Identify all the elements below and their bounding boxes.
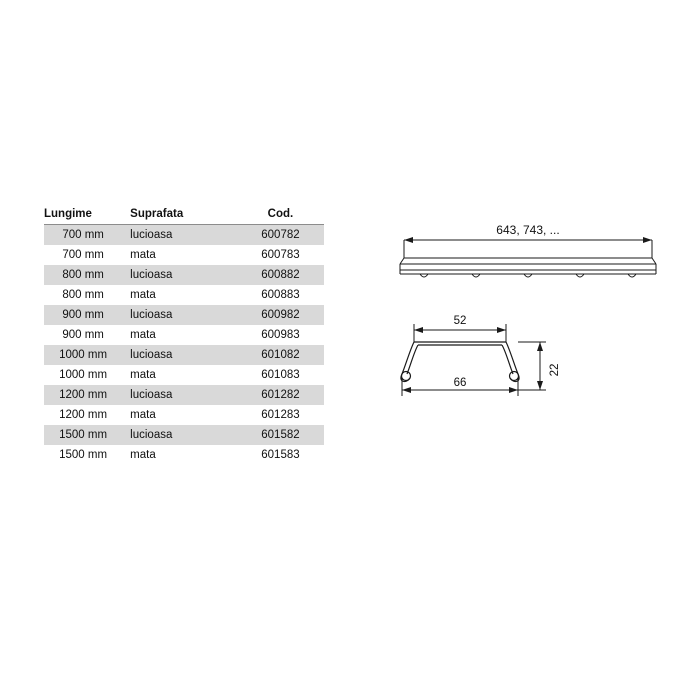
cell-code: 601282 xyxy=(237,385,324,405)
cell-surface: lucioasa xyxy=(122,385,237,405)
arrow-right-icon xyxy=(509,387,518,393)
column-header-length: Lungime xyxy=(44,206,122,225)
cell-length: 1200 mm xyxy=(59,409,108,421)
table-row xyxy=(44,365,324,385)
table-row xyxy=(44,245,324,265)
grate-profile xyxy=(400,258,656,274)
arrow-left-icon xyxy=(404,237,413,243)
cell-code: 601583 xyxy=(261,449,300,461)
cell-code: 601083 xyxy=(261,369,300,381)
arrow-right-icon xyxy=(497,327,506,333)
arrow-up-icon xyxy=(537,342,543,351)
cell-code: 601582 xyxy=(237,425,324,445)
cell-code: 600982 xyxy=(237,305,324,325)
cell-length: 1500 mm xyxy=(59,449,108,461)
table-row xyxy=(44,345,324,365)
top-view-length-label: 643, 743, ... xyxy=(496,223,560,237)
cell-length: 1000 mm xyxy=(59,369,108,381)
top-width-label: 52 xyxy=(453,315,467,327)
cell-code: 600882 xyxy=(237,265,324,285)
cell-length: 1000 mm xyxy=(44,345,122,365)
channel-profile xyxy=(401,342,519,381)
arrow-left-icon xyxy=(414,327,423,333)
height-label: 22 xyxy=(549,363,561,377)
table-row xyxy=(44,325,324,345)
table-header xyxy=(44,206,324,225)
cell-surface: lucioasa xyxy=(122,305,237,325)
column-header-code: Cod. xyxy=(237,206,324,225)
table-row xyxy=(44,285,324,305)
table-row xyxy=(44,265,324,285)
cell-length: 800 mm xyxy=(44,265,122,285)
cell-length: 700 mm xyxy=(62,249,104,261)
cell-surface: lucioasa xyxy=(122,225,237,246)
table-row xyxy=(44,305,324,325)
bottom-width-label: 66 xyxy=(453,377,467,389)
cell-surface: mata xyxy=(130,289,156,301)
cell-surface: mata xyxy=(130,249,156,261)
cell-code: 600883 xyxy=(261,289,300,301)
table-row xyxy=(44,385,324,405)
cell-length: 1500 mm xyxy=(44,425,122,445)
top-view-drawing xyxy=(380,212,670,292)
cell-length: 800 mm xyxy=(62,289,104,301)
cell-length: 900 mm xyxy=(62,329,104,341)
cell-code: 601082 xyxy=(237,345,324,365)
cell-surface: lucioasa xyxy=(122,425,237,445)
cell-surface: lucioasa xyxy=(122,345,237,365)
product-code-table xyxy=(44,206,324,465)
cell-code: 601283 xyxy=(261,409,300,421)
table-header-row xyxy=(44,206,324,225)
arrow-left-icon xyxy=(402,387,411,393)
column-header-surface: Suprafata xyxy=(122,206,237,225)
cell-length: 700 mm xyxy=(44,225,122,246)
table-row xyxy=(44,225,324,246)
length-dimension-line xyxy=(404,240,652,258)
table-body xyxy=(44,225,324,466)
table-row xyxy=(44,405,324,425)
arrow-down-icon xyxy=(537,381,543,390)
arrow-right-icon xyxy=(643,237,652,243)
table-row xyxy=(44,445,324,465)
cell-surface: mata xyxy=(130,369,156,381)
cell-length: 900 mm xyxy=(44,305,122,325)
cell-surface: mata xyxy=(130,329,156,341)
cross-section-drawing xyxy=(380,312,580,422)
cell-length: 1200 mm xyxy=(44,385,122,405)
cell-code: 600983 xyxy=(261,329,300,341)
cell-code: 600782 xyxy=(237,225,324,246)
cell-code: 600783 xyxy=(261,249,300,261)
table-row xyxy=(44,425,324,445)
cell-surface: mata xyxy=(130,409,156,421)
cell-surface: mata xyxy=(130,449,156,461)
cell-surface: lucioasa xyxy=(122,265,237,285)
